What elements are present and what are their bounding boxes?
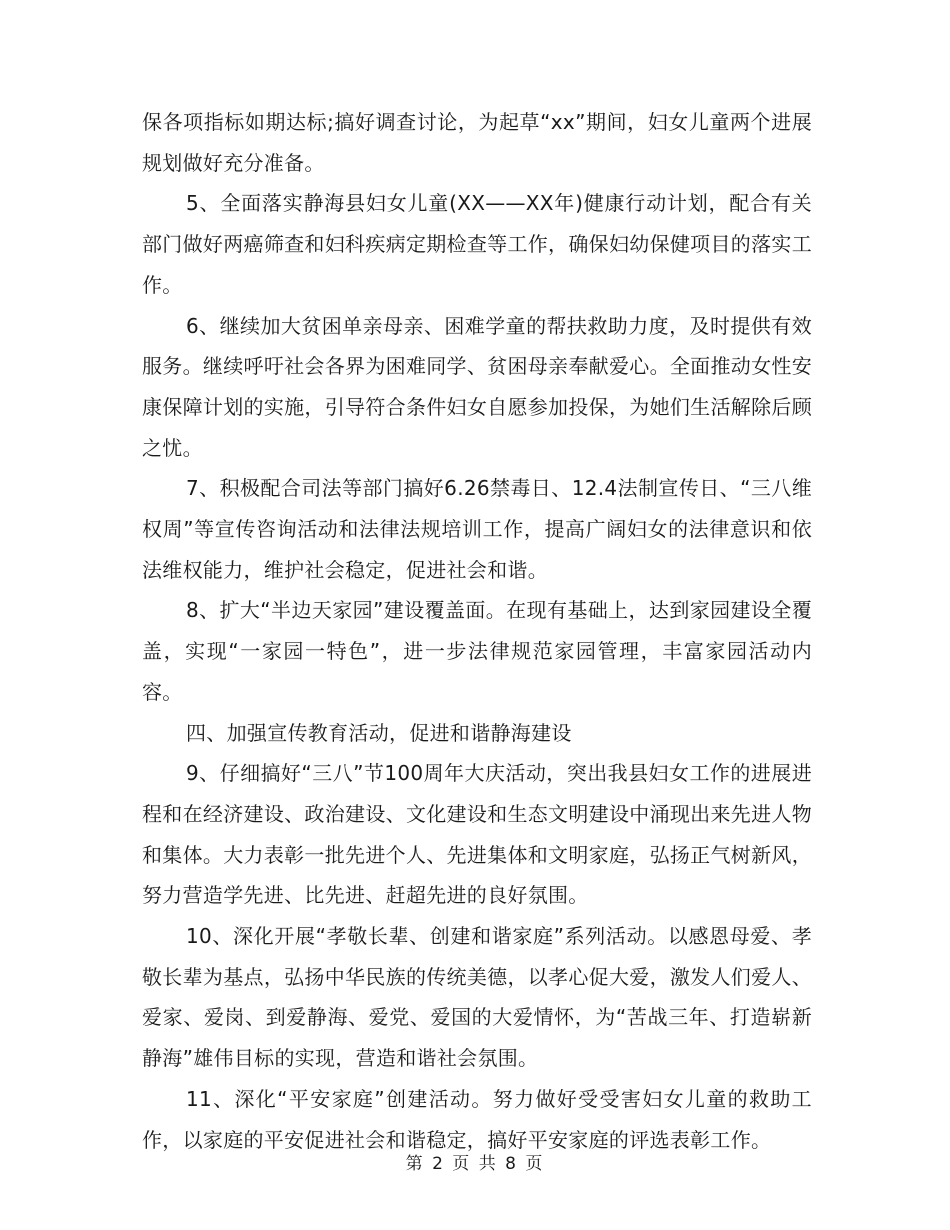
paragraph-item-9: 9、仔细搞好“三八”节100周年大庆活动，突出我县妇女工作的进展进程和在经济建设、政治建设、文化建设和生态文明建设中涌现出来先进人物和集体。大力表彰一批先进个人、先进集体和文明家庭，弘扬正气树新风，努力营造学先进、比先进、赶超先进的良好氛围。: [142, 761, 812, 908]
paragraph-item-5: 5、全面落实静海县妇女儿童(XX——XX年)健康行动计划，配合有关部门做好两癌筛查和妇科疾病定期检查等工作，确保妇幼保健项目的落实工作。: [142, 191, 812, 297]
paragraph-item-7: 7、积极配合司法等部门搞好6.26禁毒日、12.4法制宣传日、“三八维权周”等宣传咨询活动和法律法规培训工作，提高广阔妇女的法律意识和依法维权能力，维护社会稳定，促进社会和谐。: [142, 476, 812, 582]
section-heading-4: 四、加强宣传教育活动，促进和谐静海建设: [186, 720, 572, 745]
page-number-footer: 第 2 页 共 8 页: [405, 1154, 545, 1174]
paragraph-item-10: 10、深化开展“孝敬长辈、创建和谐家庭”系列活动。以感恩母爱、孝敬长辈为基点，弘扬中华民族的传统美德，以孝心促大爱，激发人们爱人、爱家、爱岗、到爱静海、爱党、爱国的大爱情怀，为“苦战三年、打造崭新静海”雄伟目标的实现，营造和谐社会氛围。: [142, 924, 812, 1071]
paragraph-item-11: 11、深化“平安家庭”创建活动。努力做好受受害妇女儿童的救助工作，以家庭的平安促进社会和谐稳定，搞好平安家庭的评选表彰工作。: [142, 1086, 812, 1152]
paragraph-item-8: 8、扩大“半边天家园”建设覆盖面。在现有基础上，达到家园建设全覆盖，实现“一家园一特色”，进一步法律规范家园管理，丰富家园活动内容。: [142, 598, 812, 704]
document-body: [142, 102, 812, 1160]
paragraph-continuation: 保各项指标如期达标;搞好调查讨论，为起草“xx”期间，妇女儿童两个进展规划做好充分准备。: [142, 110, 812, 175]
paragraph-item-6: 6、继续加大贫困单亲母亲、困难学童的帮扶救助力度，及时提供有效服务。继续呼吁社会各界为困难同学、贫困母亲奉献爱心。全面推动女性安康保障计划的实施，引导符合条件妇女自愿参加投保，为她们生活解除后顾之忧。: [142, 313, 812, 460]
